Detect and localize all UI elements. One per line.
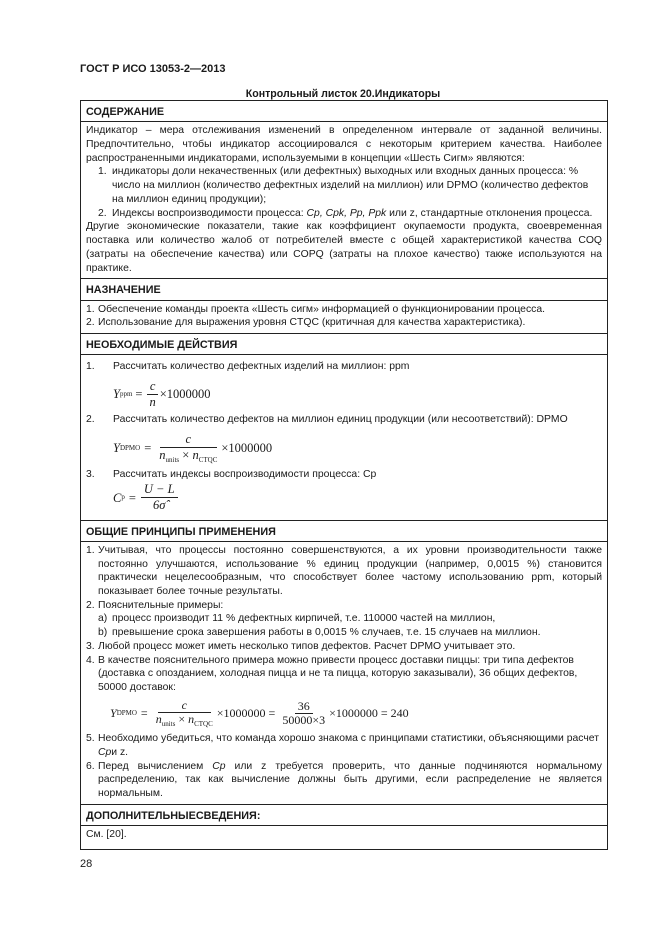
list-number: 2. xyxy=(86,599,95,611)
formula-ppm: Y ppm = $\frac{c}{n}$ ×1000000 xyxy=(113,379,211,409)
formula-cp: C p = $\frac{U - L}{6\sigmâ}$ xyxy=(86,481,602,516)
list-number: b) xyxy=(98,627,108,639)
index-symbol: Cp xyxy=(98,746,112,758)
numerator: c xyxy=(147,380,159,395)
examples-list xyxy=(86,612,602,639)
text-before: Индексы воспроизводимости процесса: xyxy=(112,207,307,219)
list-item xyxy=(98,626,602,640)
list-number: 1. xyxy=(98,166,107,178)
list-text: Учитывая, что процессы постоянно совершенствуются, а их уровни производительности также постоянно улучшаются, использование % единиц продукции (например, 0,0015 %) становится практически нецелесообразным, что способствует более частому использованию ppm, который показывает более точные результаты. xyxy=(98,544,602,597)
document-header: ГОСТ Р ИСО 13053-2—2013 xyxy=(80,63,226,75)
extra-heading: ДОПОЛНИТЕЛЬНЫЕСВЕДЕНИЯ: xyxy=(86,809,261,822)
formula-lhs-sub: ppm xyxy=(119,389,133,398)
denominator: 6σ̂ xyxy=(153,498,166,513)
checklist-table xyxy=(80,100,608,850)
list-number: 3. xyxy=(86,640,95,652)
numerator: 36 xyxy=(295,700,313,714)
content-intro: Индикатор – мера отслеживания изменений в определенном интервале от заданной величины. Предпочтительно, чтобы индикатор ассоциировался с некоторым критерием качества. Наиболее распространенными индикаторами, используемыми в концепции «Шесть Сигм» являются: xyxy=(86,125,602,164)
formula-lhs: Y xyxy=(113,387,120,402)
text-after: и z. xyxy=(111,746,129,758)
principles-body xyxy=(81,541,607,801)
text-after: или z требуется проверить, что данные подчиняются нормальному распределению, так как вычисление должны быть другими, если распределение не является нормальным. xyxy=(98,760,602,800)
list-item xyxy=(86,303,602,317)
list-number: а) xyxy=(98,613,108,625)
list-item xyxy=(86,640,602,654)
purpose-body xyxy=(81,300,607,330)
list-text: Обеспечение команды проекта «Шесть сигм» информацией о функционировании процесса. xyxy=(98,303,546,315)
page-number: 28 xyxy=(80,858,93,870)
purpose-heading: НАЗНАЧЕНИЕ xyxy=(86,284,161,297)
list-number: 2. xyxy=(98,207,107,219)
list-text: индикаторы доли некачественных (или дефектных) выходных или входных данных процесса: % число на миллион (количество дефектных изделий на миллион) или DPMO (количество дефектов на миллион единиц продукции); xyxy=(112,166,589,205)
principles-section xyxy=(81,520,607,804)
index-symbols: Cp, Cpk, Pp, Ppk xyxy=(306,207,387,219)
list-text: Любой процесс может иметь несколько типов дефектов. Расчет DPMO учитывает это. xyxy=(98,640,516,652)
actions-list xyxy=(86,413,602,427)
principles-list xyxy=(86,544,602,613)
den-sub: CTQC xyxy=(198,455,218,464)
den-symbol: n xyxy=(192,447,199,462)
list-text xyxy=(98,760,602,801)
den-symbol: n xyxy=(159,447,166,462)
content-outro: Другие экономические показатели, такие как коэффициент окупаемости продукта, своевременная поставка или количество жалоб от потребителей вместе с общей характеристикой качества COQ (затраты на обеспечение качества) или COPQ (затраты на плохое качество) также используются на практике. xyxy=(86,221,602,274)
content-section xyxy=(81,101,607,278)
formula-lhs: C xyxy=(113,490,122,505)
list-item xyxy=(86,732,602,759)
formula-lhs: Y xyxy=(110,705,117,720)
fraction xyxy=(141,483,178,512)
text-after: или z, стандартные отклонения процесса. xyxy=(386,207,593,219)
actions-body xyxy=(81,354,607,516)
formula-tail: ×1000000 xyxy=(159,387,211,402)
numerator: U − L xyxy=(141,483,178,498)
formula-pizza-example: Y DPMO = $\frac{c}{n_{units} \times n_{CTQC}}$ ×1000000 = $\frac{36}{50000\times 3}$ ×1000000 = 240 xyxy=(110,697,409,729)
list-item xyxy=(98,612,602,626)
text-before: Необходимо убедиться, что команда хорошо знакома с принципами статистики, объясняющими расчет xyxy=(98,733,599,745)
list-text xyxy=(112,207,602,221)
extra-text: См. [20]. xyxy=(86,829,127,841)
list-item xyxy=(98,207,602,221)
list-text: Рассчитать индексы воспроизводимости процесса: Cp xyxy=(113,468,377,480)
list-item xyxy=(86,599,602,613)
list-number: 2. xyxy=(86,317,95,329)
list-number: 5. xyxy=(86,733,95,745)
formula-lhs-sub: p xyxy=(121,493,125,502)
numerator: c xyxy=(158,699,211,713)
index-symbol: Cp xyxy=(212,760,226,772)
list-number: 2. xyxy=(86,414,95,426)
list-text: Рассчитать количество дефектов на миллион единиц продукции (или несоответствий): DPMO xyxy=(113,414,568,426)
list-item xyxy=(86,760,602,801)
purpose-section xyxy=(81,278,607,333)
text-before: Перед вычислением xyxy=(98,760,213,772)
list-text: превышение срока завершения работы в 0,0015 % случаев, т.е. 15 случаев на миллион. xyxy=(112,627,541,639)
list-text: Рассчитать количество дефектных изделий на миллион: ppm xyxy=(113,361,410,373)
formula-lhs-sub: DPMO xyxy=(116,708,137,717)
principles-heading: ОБЩИЕ ПРИНЦИПЫ ПРИМЕНЕНИЯ xyxy=(86,525,276,538)
actions-list xyxy=(86,360,602,374)
list-item xyxy=(86,544,602,599)
formula-lhs-sub: DPMO xyxy=(119,443,141,452)
fraction xyxy=(156,433,220,464)
fraction xyxy=(153,699,216,728)
den-sub: units xyxy=(161,720,176,729)
content-body xyxy=(81,121,607,275)
list-item xyxy=(98,165,602,206)
den-symbol: n xyxy=(155,712,162,727)
extra-section xyxy=(81,804,607,849)
list-item xyxy=(86,468,602,482)
actions-section xyxy=(81,333,607,520)
actions-heading: НЕОБХОДИМЫЕ ДЕЙСТВИЯ xyxy=(86,339,238,352)
fraction xyxy=(279,700,328,728)
list-text: В качестве пояснительного примера можно привести процесс доставки пиццы: три типа дефектов (доставка с опозданием, холодная пицца и не та пицца, которую заказывали), 36 общих дефектов, 50000 доставок: xyxy=(98,654,578,694)
denominator: $n_{units} \times n_{CTQC}$ xyxy=(155,712,213,729)
den-sub: units xyxy=(165,455,180,464)
list-item xyxy=(86,316,602,330)
list-item xyxy=(86,413,602,427)
page-title: Контрольный листок 20.Индикаторы xyxy=(245,88,441,100)
formula-mid: ×1000000 = xyxy=(216,705,276,720)
principles-list xyxy=(86,640,602,695)
list-item xyxy=(86,654,602,695)
den-sub: CTQC xyxy=(194,720,213,729)
list-text xyxy=(98,732,602,759)
list-text: процесс производит 11 % дефектных кирпичей, т.е. 110000 частей на миллион, xyxy=(112,613,496,625)
extra-body xyxy=(81,825,607,846)
actions-list xyxy=(86,468,602,482)
denominator: $n_{units} \times n_{CTQC}$ xyxy=(159,447,218,464)
formula-dpmo: Y DPMO = $\frac{c}{n_{units} \times n_{CTQC}}$ ×1000000 xyxy=(113,431,273,464)
purpose-list xyxy=(86,303,602,330)
content-heading: СОДЕРЖАНИЕ xyxy=(86,106,165,118)
list-number: 1. xyxy=(86,303,95,315)
list-number: 1. xyxy=(86,544,95,556)
list-number: 4. xyxy=(86,654,95,666)
list-text: Использование для выражения уровня CTQC (критичная для качества характеристика). xyxy=(98,317,526,329)
content-list xyxy=(86,165,602,220)
list-number: 3. xyxy=(86,468,95,480)
formula-tail: ×1000000 xyxy=(221,441,273,456)
numerator: c xyxy=(160,433,218,448)
formula-tail: ×1000000 = 240 xyxy=(329,705,409,720)
formula-lhs: Y xyxy=(113,441,120,456)
list-text: Пояснительные примеры: xyxy=(98,599,224,611)
denominator: 50000×3 xyxy=(282,712,326,727)
fraction xyxy=(146,380,158,409)
principles-list xyxy=(86,732,602,801)
den-symbol: n xyxy=(188,712,195,727)
list-number: 6. xyxy=(86,760,95,772)
list-item xyxy=(86,360,602,374)
list-number: 1. xyxy=(86,361,95,373)
denominator: n xyxy=(149,394,156,409)
